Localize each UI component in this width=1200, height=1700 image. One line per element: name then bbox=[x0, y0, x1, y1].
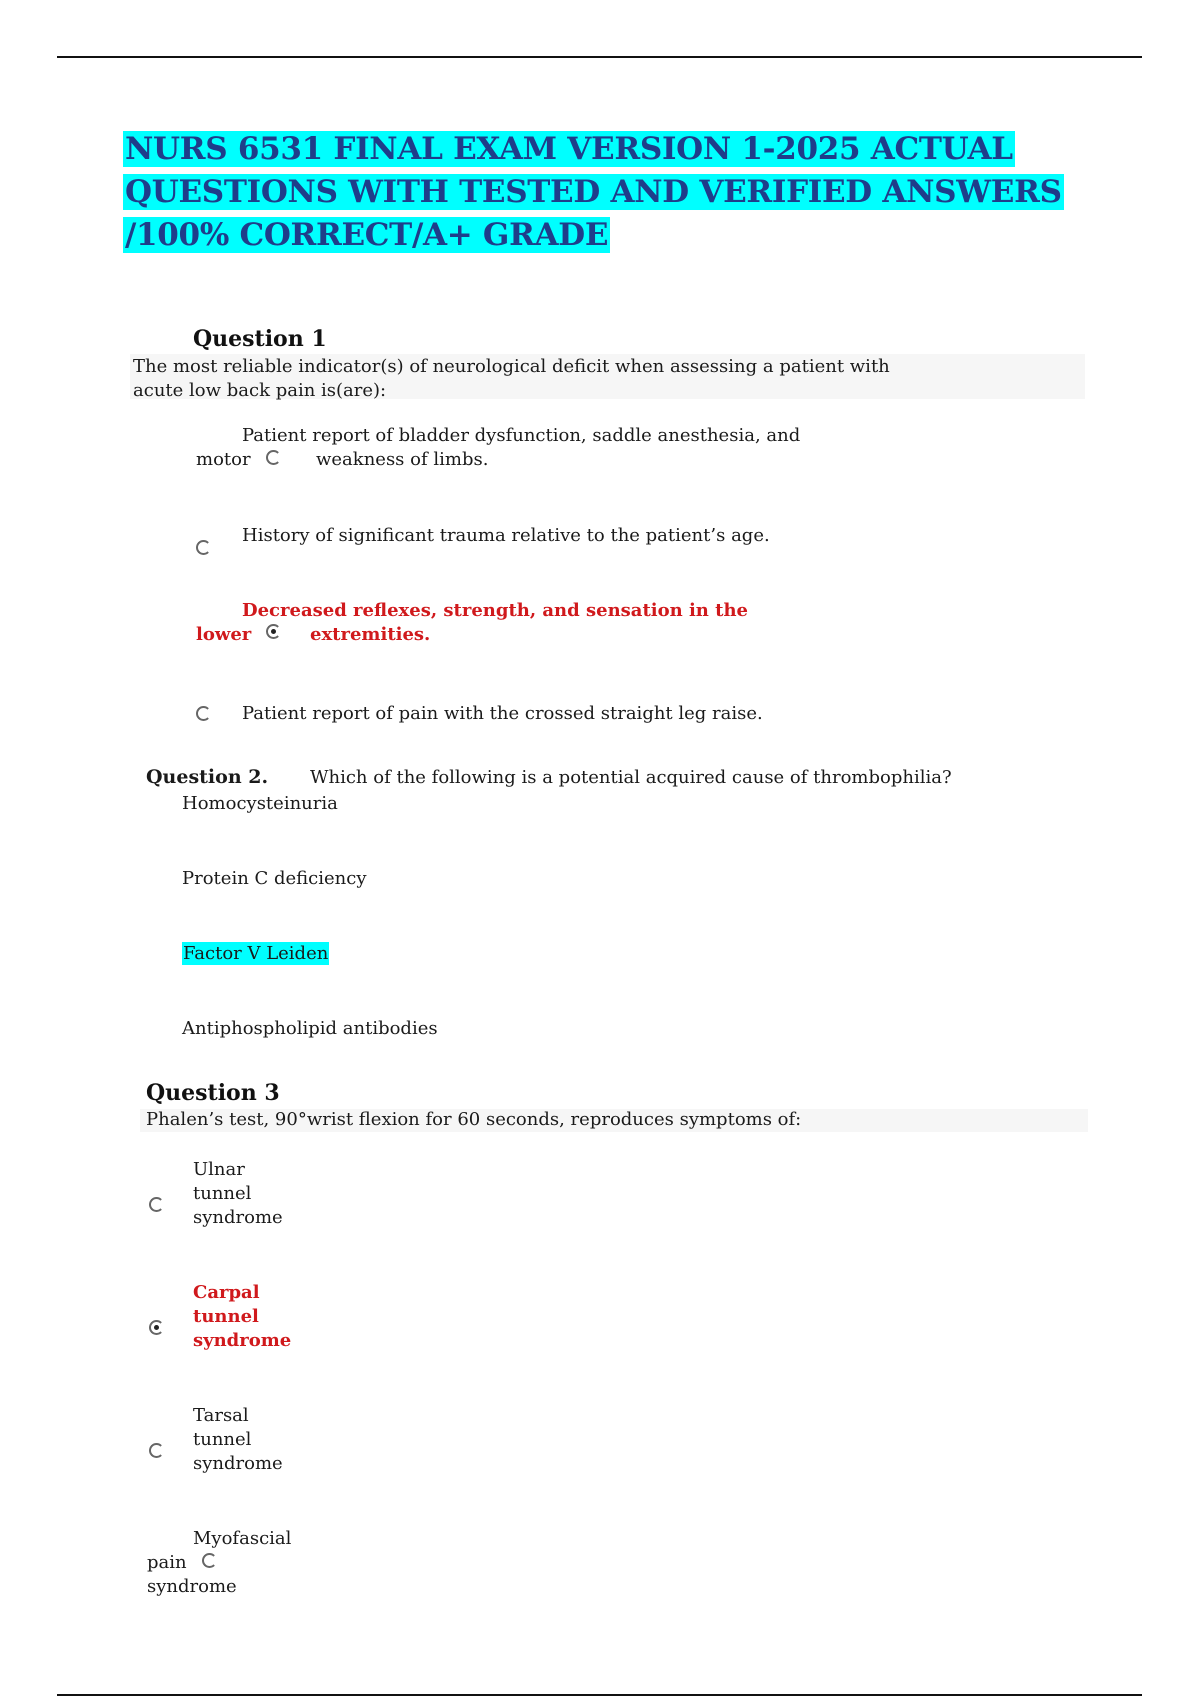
question-3-option-4-radio[interactable] bbox=[202, 1553, 217, 1568]
question-2-heading: Question 2. bbox=[146, 766, 269, 788]
document-title: NURS 6531 FINAL EXAM VERSION 1-2025 ACTUAL QUESTIONS WITH TESTED AND VERIFIED ANSWERS /100% CORRECT/A+ GRADE bbox=[125, 131, 1062, 253]
question-3-option-2-line1: Carpal bbox=[193, 1282, 260, 1303]
question-3-option-3-radio[interactable] bbox=[149, 1443, 164, 1458]
question-3-option-2-line3: syndrome bbox=[193, 1330, 292, 1351]
question-3-option-2-correct bbox=[193, 1281, 291, 1353]
top-rule bbox=[57, 56, 1142, 58]
question-1-option-3-word: lower bbox=[196, 624, 252, 645]
question-2-option-2: Protein C deficiency bbox=[182, 868, 367, 889]
question-1-stem-line1: The most reliable indicator(s) of neurological deficit when assessing a patient with bbox=[133, 356, 890, 377]
question-2-option-3-correct: Factor V Leiden bbox=[183, 943, 329, 964]
question-3-option-1-line2: tunnel bbox=[193, 1183, 252, 1204]
question-3-option-3-line1: Tarsal bbox=[193, 1405, 249, 1426]
bottom-rule bbox=[57, 1694, 1142, 1696]
question-3-option-4-line2: pain bbox=[147, 1552, 187, 1573]
question-3-heading: Question 3 bbox=[146, 1080, 280, 1106]
question-3-option-4-line3: syndrome bbox=[147, 1576, 237, 1597]
question-1-option-3-line1: Decreased reflexes, strength, and sensation in the bbox=[242, 600, 749, 621]
question-1-option-3-radio-selected[interactable] bbox=[266, 624, 281, 639]
question-1-option-2: History of significant trauma relative to the patient’s age. bbox=[242, 525, 770, 546]
question-1-option-1-radio[interactable] bbox=[266, 450, 281, 465]
question-1-option-4-radio[interactable] bbox=[196, 706, 211, 721]
question-1-heading: Question 1 bbox=[193, 326, 327, 352]
question-1-option-4: Patient report of pain with the crossed straight leg raise. bbox=[242, 703, 763, 724]
question-1-stem-line2: acute low back pain is(are): bbox=[133, 380, 387, 401]
question-3-option-4-line1: Myofascial bbox=[193, 1528, 292, 1549]
question-3-option-3 bbox=[193, 1404, 283, 1476]
question-3-option-2-radio-selected[interactable] bbox=[149, 1320, 164, 1335]
question-3-option-3-line2: tunnel bbox=[193, 1429, 252, 1450]
question-1-option-1-line1: Patient report of bladder dysfunction, saddle anesthesia, and bbox=[242, 425, 801, 446]
question-1-option-1-line2: weakness of limbs. bbox=[316, 449, 489, 470]
question-2-option-1: Homocysteinuria bbox=[182, 793, 338, 814]
question-3-option-1 bbox=[193, 1158, 283, 1230]
question-2-stem: Which of the following is a potential acquired cause of thrombophilia? bbox=[310, 767, 952, 788]
question-3-option-2-line2: tunnel bbox=[193, 1306, 259, 1327]
question-3-option-1-radio[interactable] bbox=[149, 1197, 164, 1212]
question-1-option-3-line2: extremities. bbox=[310, 624, 431, 645]
question-3-option-3-line3: syndrome bbox=[193, 1453, 283, 1474]
question-3-option-1-line3: syndrome bbox=[193, 1207, 283, 1228]
question-1-option-1-word: motor bbox=[196, 449, 251, 470]
question-1-option-2-radio[interactable] bbox=[196, 540, 211, 555]
question-2-option-4: Antiphospholipid antibodies bbox=[182, 1018, 438, 1039]
question-3-stem: Phalen’s test, 90°wrist flexion for 60 seconds, reproduces symptoms of: bbox=[146, 1109, 802, 1130]
question-3-option-1-line1: Ulnar bbox=[193, 1159, 245, 1180]
